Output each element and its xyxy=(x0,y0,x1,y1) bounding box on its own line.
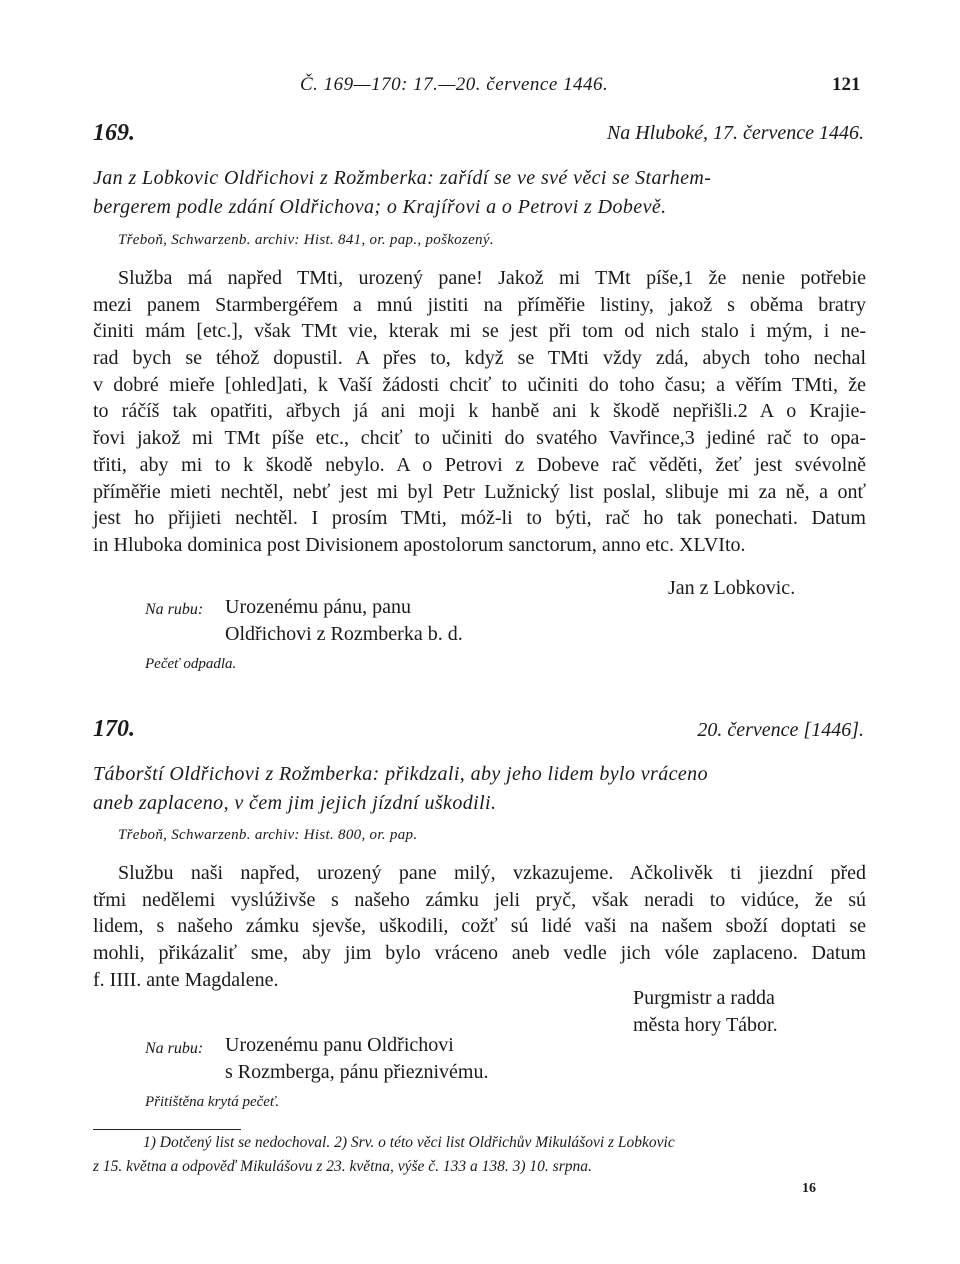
body-line: in Hluboka dominica post Divisionem apostolorum sanctorum, anno etc. XLVIto. xyxy=(93,533,746,556)
body-line: třiti, aby mi to k škodě nebylo. A o Petrovi z Dobeve rač věděti, žeť jest svévolně xyxy=(93,453,866,476)
address-line-169: Urozenému pánu, panu xyxy=(225,596,412,618)
signature-170: Purgmistr a radda xyxy=(633,987,775,1009)
body-line: lidem, s našeho zámku sjevše, uškodili, cožť sú lidé vaši na našem sboží doptati se xyxy=(93,915,866,938)
document-number-170: 170. xyxy=(93,716,135,742)
body-line: příměřie mieti nechtěl, nebť jest mi byl Petr Lužnický list poslal, slibuje mi za ně, a onť xyxy=(93,480,866,503)
signature-mark: 16 xyxy=(802,1181,816,1196)
address-line-170: s Rozmberga, pánu přieznivému. xyxy=(225,1061,489,1083)
body-line: řovi jakož mi TMt píše etc., chciť to učiniti do svatého Vavřince,3 jediné rač to opa- xyxy=(93,427,866,450)
body-line: mohli, přikázaliť sme, aby jim bylo vráceno aneb vedle jich vóle zaplaceno. Datum xyxy=(93,942,866,965)
document-place-date-170: 20. července [1446]. xyxy=(697,719,864,741)
body-line: Službu naši napřed, urozený pane milý, vzkazujeme. Ačkolivěk ti jiezdní před xyxy=(118,862,866,884)
document-number-169: 169. xyxy=(93,120,135,146)
regest-line: Táborští Oldřichovi z Rožmberka: přikdzali, aby jeho lidem bylo vráceno xyxy=(93,763,708,785)
letter-body-169 xyxy=(93,265,866,559)
body-line: f. IIII. ante Magdalene. xyxy=(93,968,279,991)
address-line-170: Urozenému panu Oldřichovi xyxy=(225,1034,454,1056)
footnotes xyxy=(93,1131,868,1179)
na-rubu-label-169: Na rubu: xyxy=(145,601,204,618)
body-line: činiti mám [etc.], však TMt vie, kterak mi se jest při tom od nich stalo i mým, i ne- xyxy=(93,320,866,343)
body-line: Služba má napřed TMti, urozený pane! Jakož mi TMt píše,1 že nenie potřebie xyxy=(118,267,866,289)
address-line-169: Oldřichovi z Rozmberka b. d. xyxy=(225,623,463,645)
footnote-line: z 15. května a odpověď Mikulášovu z 23. května, výše č. 133 a 138. 3) 10. srpna. xyxy=(93,1158,592,1175)
seal-note-170: Přitištěna krytá pečeť. xyxy=(145,1094,280,1110)
body-line: jest ho přijieti nechtěl. I prosím TMti, móž-li to býti, rač ho tak ponechati. Datum xyxy=(93,507,866,530)
regest-170 xyxy=(93,760,866,818)
running-title: Č. 169—170: 17.—20. července 1446. xyxy=(300,74,609,95)
body-line: to ráčíš tak opatřiti, ařbych já ani moji k hanbě ani k škodě nepřišli.2 A o Krajie- xyxy=(93,400,866,423)
signature-169: Jan z Lobkovic. xyxy=(668,577,796,599)
document-place-date-169: Na Hluboké, 17. července 1446. xyxy=(606,122,864,144)
footnote-line: 1) Dotčený list se nedochoval. 2) Srv. o této věci list Oldřichův Mikulášovi z Lobkovic xyxy=(143,1134,675,1151)
body-line: v dobré mieře [ohled]ati, k Vaší žádosti chciť to učiniti do toho času; a věřím TMti, že xyxy=(93,373,866,396)
page-number: 121 xyxy=(832,74,861,95)
body-line: rad bych se téhož dopustil. A přes to, když se TMti vždy zdá, abych toho nechal xyxy=(93,347,866,370)
letter-body-170 xyxy=(93,860,866,993)
na-rubu-label-170: Na rubu: xyxy=(145,1040,204,1057)
body-line: třmi nedělemi vyslúživše s našeho zámku jeli pryč, však neradi to vidúce, že sú xyxy=(93,888,866,911)
footnote-rule xyxy=(93,1129,241,1130)
regest-line: bergerem podle zdání Oldřichova; o Krajířovi a o Petrovi z Dobevě. xyxy=(93,196,667,218)
regest-line: aneb zaplaceno, v čem jim jejich jízdní uškodili. xyxy=(93,792,497,814)
source-note-170: Třeboň, Schwarzenb. archiv: Hist. 800, or. pap. xyxy=(118,827,418,843)
signature-170: města hory Tábor. xyxy=(633,1014,778,1036)
body-line: mezi panem Starmbergéřem a mnú jistiti na příměřie listiny, jakož s oběma bratry xyxy=(93,293,866,316)
source-note-169: Třeboň, Schwarzenb. archiv: Hist. 841, or. pap., poškozený. xyxy=(118,232,494,248)
regest-169 xyxy=(93,164,866,222)
regest-line: Jan z Lobkovic Oldřichovi z Rožmberka: zařídí se ve své věci se Starhem- xyxy=(93,167,712,189)
seal-note-169: Pečeť odpadla. xyxy=(145,656,237,672)
